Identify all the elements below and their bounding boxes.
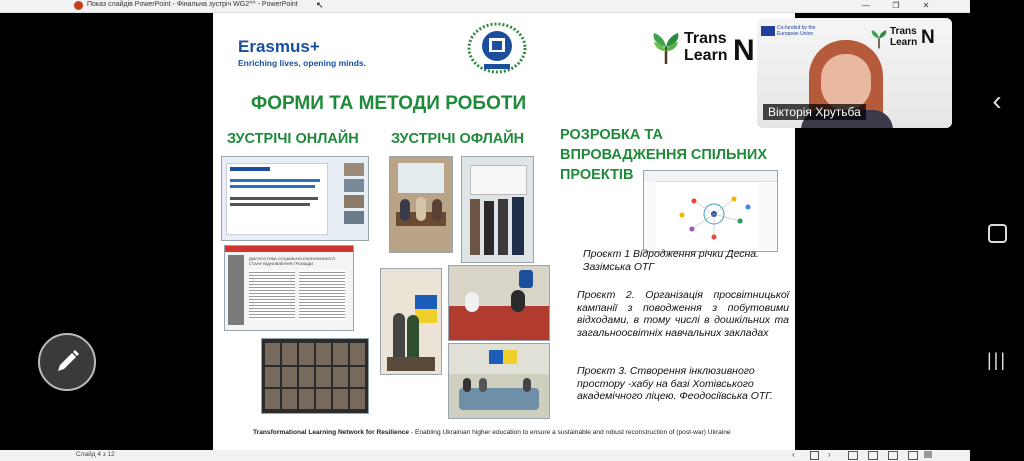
tree-icon	[869, 28, 889, 50]
restore-icon[interactable]: ❐	[892, 1, 900, 10]
status-bar	[0, 450, 970, 461]
footer-bold: Transformational Learning Network for Resilience	[253, 429, 410, 436]
logo-n-text: N	[733, 34, 755, 67]
minimize-icon[interactable]: —	[862, 1, 870, 10]
footer-rest: - Enabling Ukrainian higher education to ensure a sustainable and robust reconstruction of (post-war) Ukraine	[409, 429, 731, 436]
project-3-text: Проєкт 3. Створення інклюзивного простору -хабу на базі Хотівського академічного ліцею. Феодосіївська ОТГ.	[577, 365, 773, 402]
normal-view-icon[interactable]	[810, 451, 819, 460]
offline-meeting-photo-1	[389, 156, 453, 253]
offline-meeting-photo-3	[380, 268, 442, 375]
offline-meeting-photo-5	[448, 343, 550, 419]
online-meeting-screenshot-3	[261, 338, 369, 414]
pen-icon	[40, 335, 94, 389]
reading-view-icon[interactable]	[868, 451, 878, 460]
slide-sorter-icon[interactable]	[848, 451, 858, 460]
next-slide-icon[interactable]: ›	[828, 450, 831, 459]
pen-tool-button[interactable]	[38, 333, 96, 391]
window-title-bar	[0, 0, 970, 13]
home-icon[interactable]	[988, 224, 1007, 243]
tree-icon	[649, 31, 683, 65]
powerpoint-icon	[74, 1, 83, 10]
project-diagram-screenshot	[643, 170, 778, 252]
cofunded-text: Co-funded by the European Union	[777, 25, 816, 37]
back-icon[interactable]: ‹	[992, 85, 1002, 116]
projects-title-line1: РОЗРОБКА ТА	[560, 127, 663, 143]
slideshow-icon[interactable]	[888, 451, 898, 460]
doc-thumbnail-title: ДІАГНОСТИКА СОЦІАЛЬНО-ЕКОНОМІЧНОГО СТАНУ ВІДНОВЛЕННЯ ГРОМАДИ	[249, 256, 336, 266]
projects-title-line3: ПРОЕКТІВ	[560, 167, 634, 183]
close-icon[interactable]: ✕	[922, 1, 930, 10]
slide-footer	[253, 429, 731, 436]
notes-icon[interactable]	[908, 451, 918, 460]
slide-counter: Слайд 4 з 12	[76, 451, 115, 458]
offline-meeting-photo-2	[461, 156, 534, 263]
camera-logo-trans: Trans	[890, 26, 917, 37]
logo-learn-text: Learn	[684, 47, 728, 64]
offline-meeting-photo-4	[448, 265, 550, 341]
participant-video[interactable]	[757, 18, 952, 128]
project-1-text: Проєкт 1 Відродження річки Десна. Зазімська ОТГ	[583, 248, 759, 273]
online-meeting-screenshot-1	[221, 156, 369, 241]
participant-name: Вікторія Хрутьба	[763, 104, 866, 120]
camera-translearn-logo	[869, 26, 949, 52]
camera-logo-n: N	[921, 27, 935, 48]
camera-logo-learn: Learn	[890, 37, 918, 48]
fit-slide-icon[interactable]	[924, 451, 932, 458]
prev-slide-icon[interactable]: ‹	[792, 450, 795, 459]
project-2-text: Проєкт 2. Організація просвітницької кампанії з поводження з побутовими відходами, в тому числі в дошкільних та загальноосвітніх навчальних закладах	[577, 289, 789, 339]
slide-heading: ФОРМИ ТА МЕТОДИ РОБОТИ	[251, 93, 527, 114]
erasmus-tagline: Enriching lives, opening minds.	[238, 58, 366, 68]
column-title-offline: ЗУСТРІЧІ ОФЛАЙН	[391, 131, 525, 147]
participant-face	[821, 54, 871, 110]
mouse-cursor-icon: ↖	[316, 0, 324, 10]
mind-map-icon	[644, 171, 777, 251]
presentation-slide[interactable]	[213, 13, 795, 450]
eu-flag-icon	[761, 26, 775, 36]
logo-trans-text: Trans	[684, 30, 727, 47]
online-meeting-screenshot-2	[224, 245, 354, 331]
window-title: Показ слайдів PowerPoint - Фінальна зустріч WG2^^ - PowerPoint	[87, 1, 298, 8]
university-seal-icon	[466, 22, 528, 74]
erasmus-logo: Erasmus+	[238, 37, 320, 56]
recents-icon[interactable]: |||	[986, 350, 1008, 370]
projects-title-line2: ВПРОВАДЖЕННЯ СПІЛЬНИХ	[560, 147, 767, 163]
column-title-online: ЗУСТРІЧІ ОНЛАЙН	[227, 131, 359, 147]
android-nav-bar	[970, 0, 1024, 461]
